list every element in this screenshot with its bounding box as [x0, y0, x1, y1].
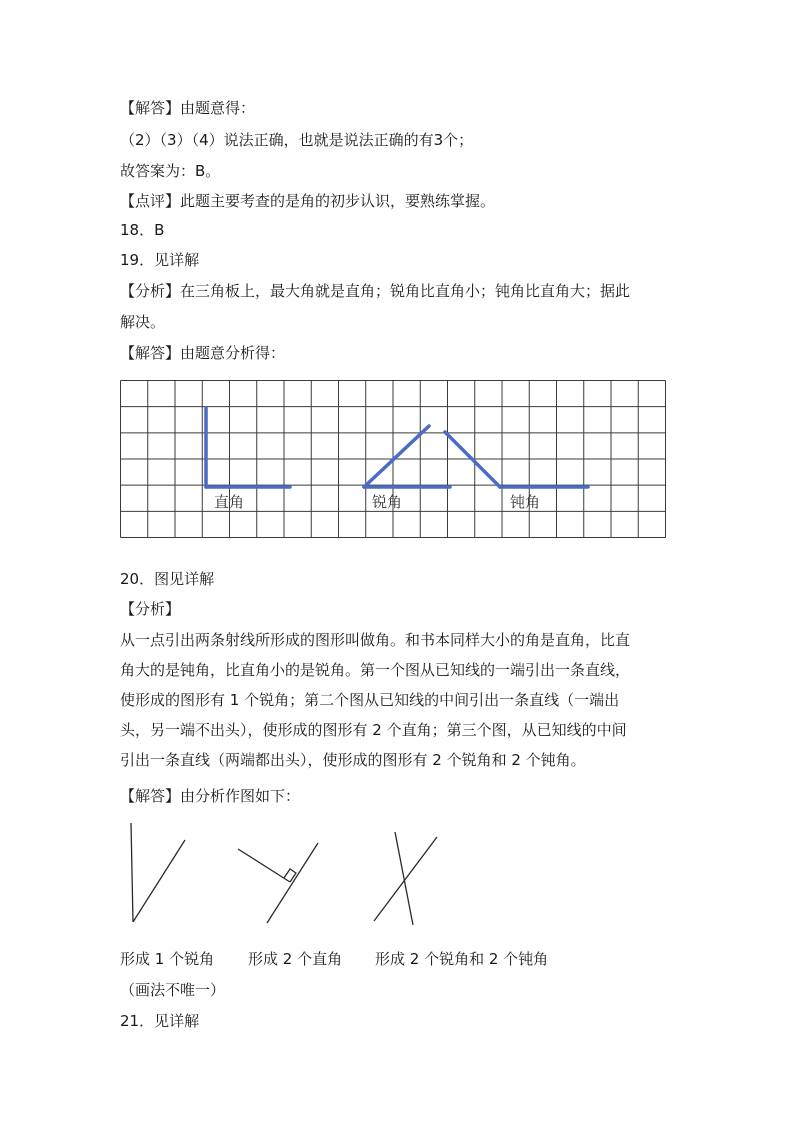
q20-note: （画法不唯一）: [120, 981, 226, 999]
fig2-drawn-line: [238, 849, 290, 882]
q20-answer: 【解答】由分析作图如下：: [120, 787, 301, 805]
q20-analysis-text: [120, 625, 680, 775]
fig3-line-a: [395, 832, 413, 925]
q20-analysis-line: 使形成的图形有 1 个锐角；第二个图从已知线的中间引出一条直线（一端出: [120, 691, 620, 709]
fig3-caption: 形成 2 个锐角和 2 个钝角: [375, 950, 549, 968]
q17-line3: 故答案为：B。: [120, 162, 221, 180]
q20-analysis-line: 角大的是钝角，比直角小的是锐角。第一个图从已知线的一端引出一条直线，: [120, 661, 631, 679]
fig2-given-line: [267, 843, 318, 923]
acute-angle-label: 锐角: [372, 493, 403, 511]
obtuse-angle-label: 钝角: [510, 493, 541, 511]
q20-analysis-line: 头，另一端不出头），使形成的图形有 2 个直角；第三个图，从已知线的中间: [120, 721, 627, 739]
q19-answer: 【解答】由题意分析得：: [120, 344, 286, 362]
fig2-caption: 形成 2 个直角: [248, 950, 343, 968]
q19-analysis-line1: 【分析】在三角板上，最大角就是直角；锐角比直角小；钝角比直角大；据此: [120, 282, 631, 300]
q19-angle-grid: [120, 380, 666, 538]
fig1-caption: 形成 1 个锐角: [120, 950, 215, 968]
q20-figures: [120, 815, 460, 935]
q17-line2: （2）（3）（4）说法正确，也就是说法正确的有3个；: [120, 131, 474, 149]
q20-title: 20．图见详解: [120, 570, 215, 588]
q21-title: 21．见详解: [120, 1012, 200, 1030]
fig3-line-b: [374, 837, 437, 921]
acute-angle-slanted-ray: [364, 426, 429, 487]
q20-analysis-label: 【分析】: [120, 600, 181, 618]
q20-analysis-line: 从一点引出两条射线所形成的图形叫做角。和书本同样大小的角是直角，比直: [120, 631, 631, 649]
q17-comment: 【点评】此题主要考查的是角的初步认识，要熟练掌握。: [120, 192, 496, 210]
q19-title: 19．见详解: [120, 251, 200, 269]
q20-analysis-line: 引出一条直线（两端都出头），使形成的图形有 2 个锐角和 2 个钝角。: [120, 751, 586, 769]
q18-title: 18．B: [120, 221, 165, 239]
q17-answer: 【解答】由题意得：: [120, 99, 256, 117]
fig1-given-line: [131, 823, 133, 922]
q19-analysis-line2: 解决。: [120, 313, 166, 331]
right-angle-label: 直角: [214, 493, 245, 511]
fig1-drawn-line: [133, 840, 185, 922]
